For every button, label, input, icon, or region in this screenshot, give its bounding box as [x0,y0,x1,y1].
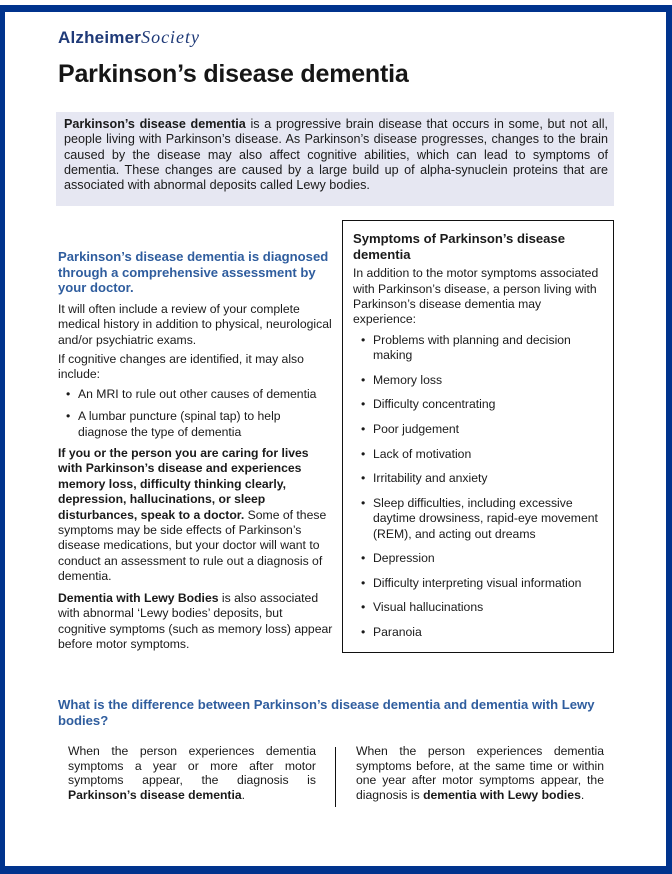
intro-bold-lead: Parkinson’s disease dementia [64,117,246,131]
list-item-text: Lack of motivation [373,446,472,461]
warning-rest: Some of these symptoms may be side effects of Parkinson’s disease medications, but your doctor will want to conduct an assessment to rule out a diagnosis of dementia. [58,507,327,584]
bullet-icon: • [361,471,366,486]
list-item-text: Depression [373,551,435,566]
list-item [359,373,605,388]
list-item [359,496,605,542]
list-item-text: Difficulty interpreting visual information [373,575,582,590]
dlb-paragraph [58,591,333,653]
list-item-text: Poor judgement [373,422,460,436]
list-item-text: An MRI to rule out other causes of dementia [78,386,317,401]
list-item-text: A lumbar puncture (spinal tap) to help diagnose the type of dementia [78,409,281,439]
column-divider [335,747,336,807]
list-item-text: Paranoia [373,624,422,639]
bullet-icon: • [361,332,366,347]
dlb-bold: Dementia with Lewy Bodies [58,590,219,605]
diagnosis-section [58,249,333,656]
bullet-icon: • [361,551,366,566]
bullet-icon: • [361,600,366,615]
pdd-definition-text: When the person experiences dementia symptoms a year or more after motor symptoms appear, the diagnosis is [68,744,316,787]
bullet-icon: • [361,624,366,639]
pdd-definition-end: . [241,787,246,802]
dlb-definition-bold: dementia with Lewy bodies [423,787,581,802]
bullet-icon: • [66,409,71,424]
warning-paragraph [58,446,333,585]
pdd-definition-bold: Parkinson’s disease dementia [68,787,242,802]
bullet-icon: • [361,397,366,412]
list-item-text: Difficulty concentrating [373,397,496,412]
list-item [359,625,605,640]
intro-text: is a progressive brain disease that occurs in some, but not all, people living with Parkinson’s disease. As Parkinson’s disease progresses, changes to the brain caused by the disease may also affect cognitive abilities, which can lead to symptoms of dementia. These changes are caused by a large build up of alpha-synuclein proteins that are associated with abnormal deposits called Lewy bodies. [64,117,608,193]
page-title: Parkinson’s disease dementia [58,60,409,88]
dlb-definition-text: When the person experiences dementia symptoms before, at the same time or within one year after motor symptoms appear, the diagnosis is [356,744,604,802]
list-item [359,600,605,615]
diagnosis-test-list [58,387,333,440]
bullet-icon: • [361,372,366,387]
symptoms-box [342,220,614,653]
list-item-text: Memory loss [373,372,443,387]
list-item [359,333,605,364]
list-item [359,471,605,486]
list-item-text: Irritability and anxiety [373,471,488,486]
symptoms-heading: Symptoms of Parkinson’s disease dementia [353,231,565,262]
list-item [359,551,605,566]
logo-word-society: Society [141,27,201,47]
list-item-text: Visual hallucinations [373,600,484,615]
pdd-definition [68,744,316,802]
dlb-definition [356,744,604,802]
list-item-text: Problems with planning and decision making [373,332,571,363]
intro-box [56,112,614,206]
bullet-icon: • [361,446,366,461]
symptoms-list [353,333,605,641]
bullet-icon: • [361,495,366,510]
bullet-icon: • [361,575,366,590]
logo-word-alzheimer: Alzheimer [58,28,142,47]
dlb-definition-end: . [580,787,585,802]
diagnosis-paragraph-2: If cognitive changes are identified, it may also include: [58,352,304,382]
list-item [359,447,605,462]
diagnosis-heading: Parkinson’s disease dementia is diagnosed through a comprehensive assessment by your doctor. [58,249,329,296]
symptoms-intro: In addition to the motor symptoms associated with Parkinson’s disease, a person living with Parkinson’s disease dementia may experience: [353,266,599,327]
list-item-text: Sleep difficulties, including excessive daytime drowsiness, rapid-eye movement (REM), and acting out dreams [373,495,598,541]
list-item [64,387,333,402]
dlb-rest: is also associated with abnormal ‘Lewy bodies’ deposits, but cognitive symptoms (such as memory loss) appear before motor symptoms. [58,590,333,651]
list-item [64,409,333,440]
bullet-icon: • [361,422,366,436]
bullet-icon: • [66,386,71,401]
list-item [359,576,605,591]
warning-bold: If you or the person you are caring for lives with Parkinson’s disease and experiences memory loss, difficulty thinking clearly, depression, hallucinations, or sleep disturbances, speak to a doctor. [58,446,309,522]
alzheimer-society-logo [58,27,200,48]
list-item [359,397,605,412]
difference-heading: What is the difference between Parkinson’s disease dementia and dementia with Lewy bodies? [58,697,595,728]
diagnosis-paragraph-1: It will often include a review of your complete medical history in addition to physical, neurological and/or psychiatric exams. [58,301,332,347]
list-item [359,422,605,437]
